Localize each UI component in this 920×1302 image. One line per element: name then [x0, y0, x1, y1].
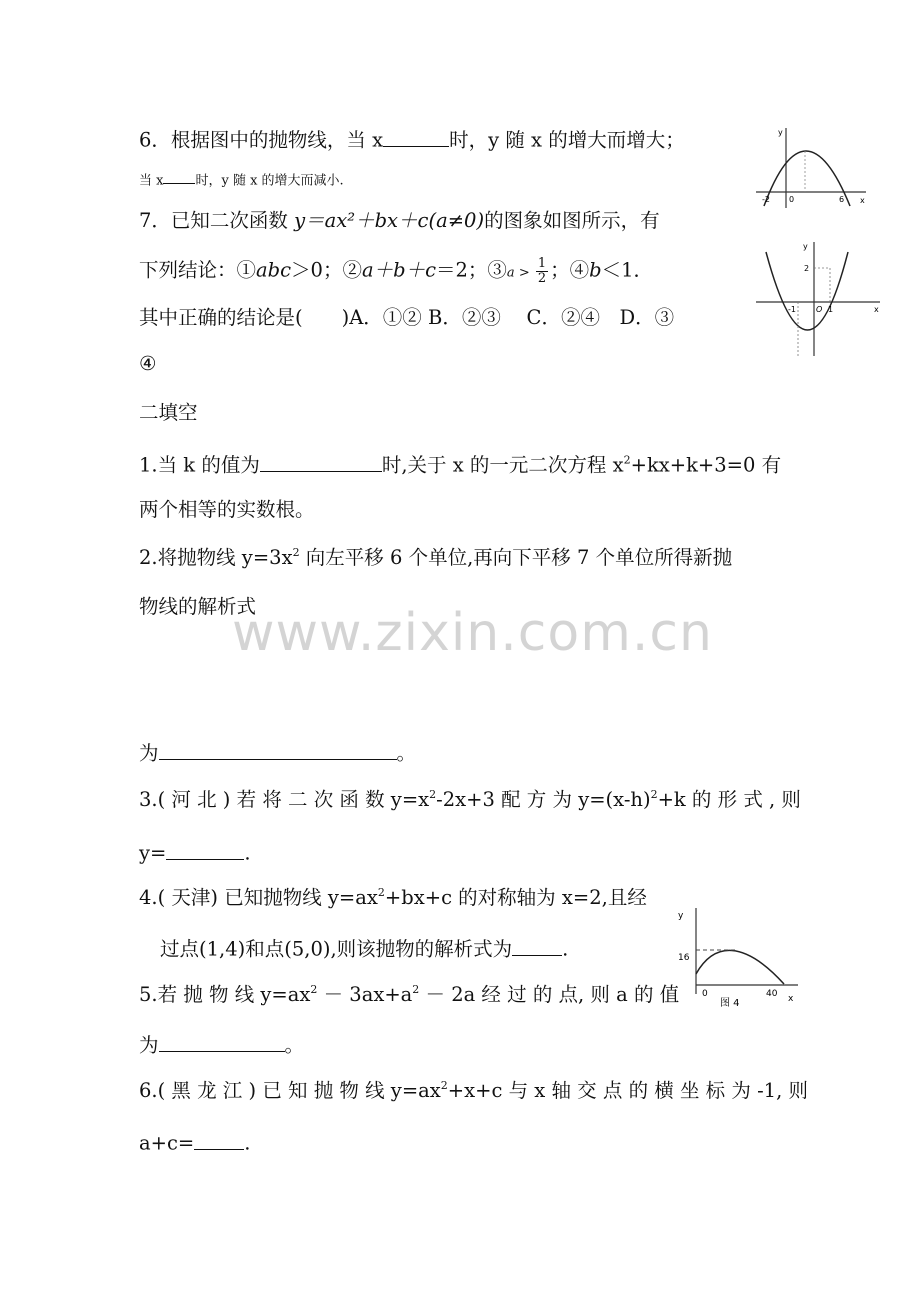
superscript-2: 2: [412, 983, 420, 996]
fill-q1-b: 时,关于 x 的一元二次方程 x: [381, 453, 624, 477]
figure-parabola-2: [752, 238, 884, 358]
tick-2: 2: [804, 264, 810, 273]
superscript-2: 2: [623, 453, 631, 467]
figure-4: [674, 902, 804, 1010]
tick-6: 6: [839, 195, 845, 204]
q7-l2-c: ＝2；③: [436, 258, 507, 282]
fill-q5-l2-a: 为: [139, 1033, 159, 1057]
q7-l2-bvar: b: [589, 258, 602, 282]
fill-q6-blank: [194, 1130, 244, 1150]
fill-q6-b: +x+c 与 x 轴 交 点 的 横 坐 标 为 -1, 则: [447, 1079, 808, 1102]
q7-l2-avar: a: [506, 265, 515, 281]
fill-q5-c: － 2a 经 过 的 点, 则 a 的 值: [419, 983, 680, 1006]
tick-0: 0: [789, 195, 795, 204]
superscript-2: 2: [310, 983, 318, 996]
fill-q3-l2-a: y=: [139, 841, 167, 865]
tick-1: 1: [828, 305, 834, 314]
fill-q2-line2: 物线的解析式: [139, 595, 257, 618]
fill-q5-line1: [139, 985, 679, 1005]
fill-q5-blank: [159, 1032, 285, 1052]
frac-numerator: 1: [537, 256, 547, 271]
q6-text-a: 6．根据图中的抛物线，当 x: [139, 128, 384, 152]
frac-denominator: 2: [537, 270, 547, 286]
fill-q2-a: 2.将抛物线 y=3x: [139, 546, 293, 569]
q7-line4: ④: [139, 352, 157, 375]
fill-q3-a: 3.( 河 北 ) 若 将 二 次 函 数 y=x: [139, 788, 430, 811]
q7-line2: [139, 257, 653, 285]
fill-q5-b: － 3ax+a: [317, 983, 413, 1006]
superscript-2: 2: [650, 788, 658, 801]
q7-l2-abc: abc: [256, 258, 292, 282]
q6-text-b: 时，y 随 x 的增大而增大；: [449, 128, 685, 152]
tick-40: 40: [766, 989, 778, 999]
superscript-2: 2: [440, 1079, 448, 1092]
figure-caption: 图 4: [720, 998, 740, 1009]
x-label: x: [788, 994, 794, 1004]
y-label: y: [678, 911, 684, 921]
q6-blank-2: [163, 171, 195, 184]
q6-line2-a: 当 x: [139, 173, 164, 189]
q7-l2-gt: >: [514, 265, 534, 281]
q6-line2-b: 时，y 随 x 的增大而减小.: [195, 173, 344, 189]
fill-q4-b: +bx+c 的对称轴为 x=2,且经: [384, 886, 647, 909]
fill-q1-a: 1.当 k 的值为: [139, 453, 260, 477]
q7-l2-e: ＜1．: [601, 258, 654, 282]
fill-q3-l2-b: .: [244, 841, 251, 865]
q7-line1-b: 的图象如图所示，有: [484, 209, 660, 232]
fill-q5-a: 5.若 抛 物 线 y=ax: [139, 983, 311, 1006]
fill-q1-blank: [260, 452, 382, 472]
fill-q3-blank: [166, 840, 244, 860]
fill-q2-b: 向左平移 6 个单位,再向下平移 7 个单位所得新抛: [299, 546, 733, 569]
watermark: www.zixin.com.cn: [232, 603, 713, 663]
q7-l2-d: ；④: [550, 258, 590, 282]
fill-q4-l2-a: 过点(1,4)和点(5,0),则该抛物的解析式为: [160, 937, 513, 961]
fill-q4-blank: [512, 936, 562, 956]
fill-q2-l3-b: 。: [396, 741, 417, 765]
superscript-2: 2: [292, 546, 300, 559]
fill-q5-l2-b: 。: [284, 1033, 305, 1057]
tick-16: 16: [678, 953, 690, 963]
q6-blank-1: [383, 127, 449, 147]
fill-q1-line1: [139, 452, 781, 475]
fill-q3-line2: [139, 840, 251, 863]
fill-q6-line1: [139, 1081, 808, 1101]
fill-q1-line2: 两个相等的实数根。: [139, 498, 315, 521]
section-title: 二填空: [139, 401, 198, 424]
q6-line1: [139, 127, 685, 150]
fill-q2-blank: [159, 740, 397, 760]
q7-l2-b: ＞0；②: [291, 258, 362, 282]
q7-l2-sum: a＋b＋c: [361, 258, 436, 282]
q6-line2: [139, 171, 344, 187]
parabola-curve: [764, 151, 850, 206]
x-label: x: [874, 305, 879, 314]
fill-q3-b: -2x+3 配 方 为 y=(x-h): [436, 788, 651, 811]
fill-q6-l2-b: .: [244, 1131, 251, 1155]
q7-line3: 其中正确的结论是( )A．①② B．②③ C．②④ D．③: [139, 306, 675, 329]
fill-q1-c: +kx+k+3=0 有: [630, 453, 782, 477]
curve: [696, 950, 784, 984]
q7-l2-a: 下列结论：①: [139, 258, 257, 282]
y-label: y: [778, 128, 783, 137]
tick-0: 0: [702, 989, 708, 999]
fill-q3-line1: [139, 790, 801, 810]
fill-q4-line2: [160, 936, 568, 959]
superscript-2: 2: [377, 886, 385, 899]
q7-fraction: [536, 257, 548, 285]
tick-neg2: -2: [762, 195, 770, 204]
fill-q4-l2-b: .: [562, 937, 569, 961]
y-label: y: [803, 242, 808, 251]
superscript-2: 2: [429, 788, 437, 801]
tick-neg1: -1: [788, 305, 796, 314]
fill-q3-c: +k 的 形 式 , 则: [657, 788, 801, 811]
fill-q4-line1: [139, 888, 647, 908]
fill-q6-l2-a: a+c=: [139, 1131, 195, 1155]
q7-line1-a: 7．已知二次函数: [139, 209, 295, 232]
fill-q4-a: 4.( 天津) 已知抛物线 y=ax: [139, 886, 378, 909]
fill-q2-l3-a: 为: [139, 741, 159, 765]
x-label: x: [860, 196, 865, 205]
fill-q2-line3: [139, 740, 416, 763]
fill-q6-line2: [139, 1130, 250, 1153]
figure-parabola-1: [752, 122, 870, 210]
q7-function-expr: y＝ax²＋bx＋c(a≠0): [294, 209, 485, 232]
fill-q5-line2: [139, 1032, 304, 1055]
fill-q2-line1: [139, 548, 732, 568]
fill-q6-a: 6.( 黑 龙 江 ) 已 知 抛 物 线 y=ax: [139, 1079, 441, 1102]
q7-line1: [139, 211, 660, 231]
tick-origin: O: [816, 305, 823, 314]
